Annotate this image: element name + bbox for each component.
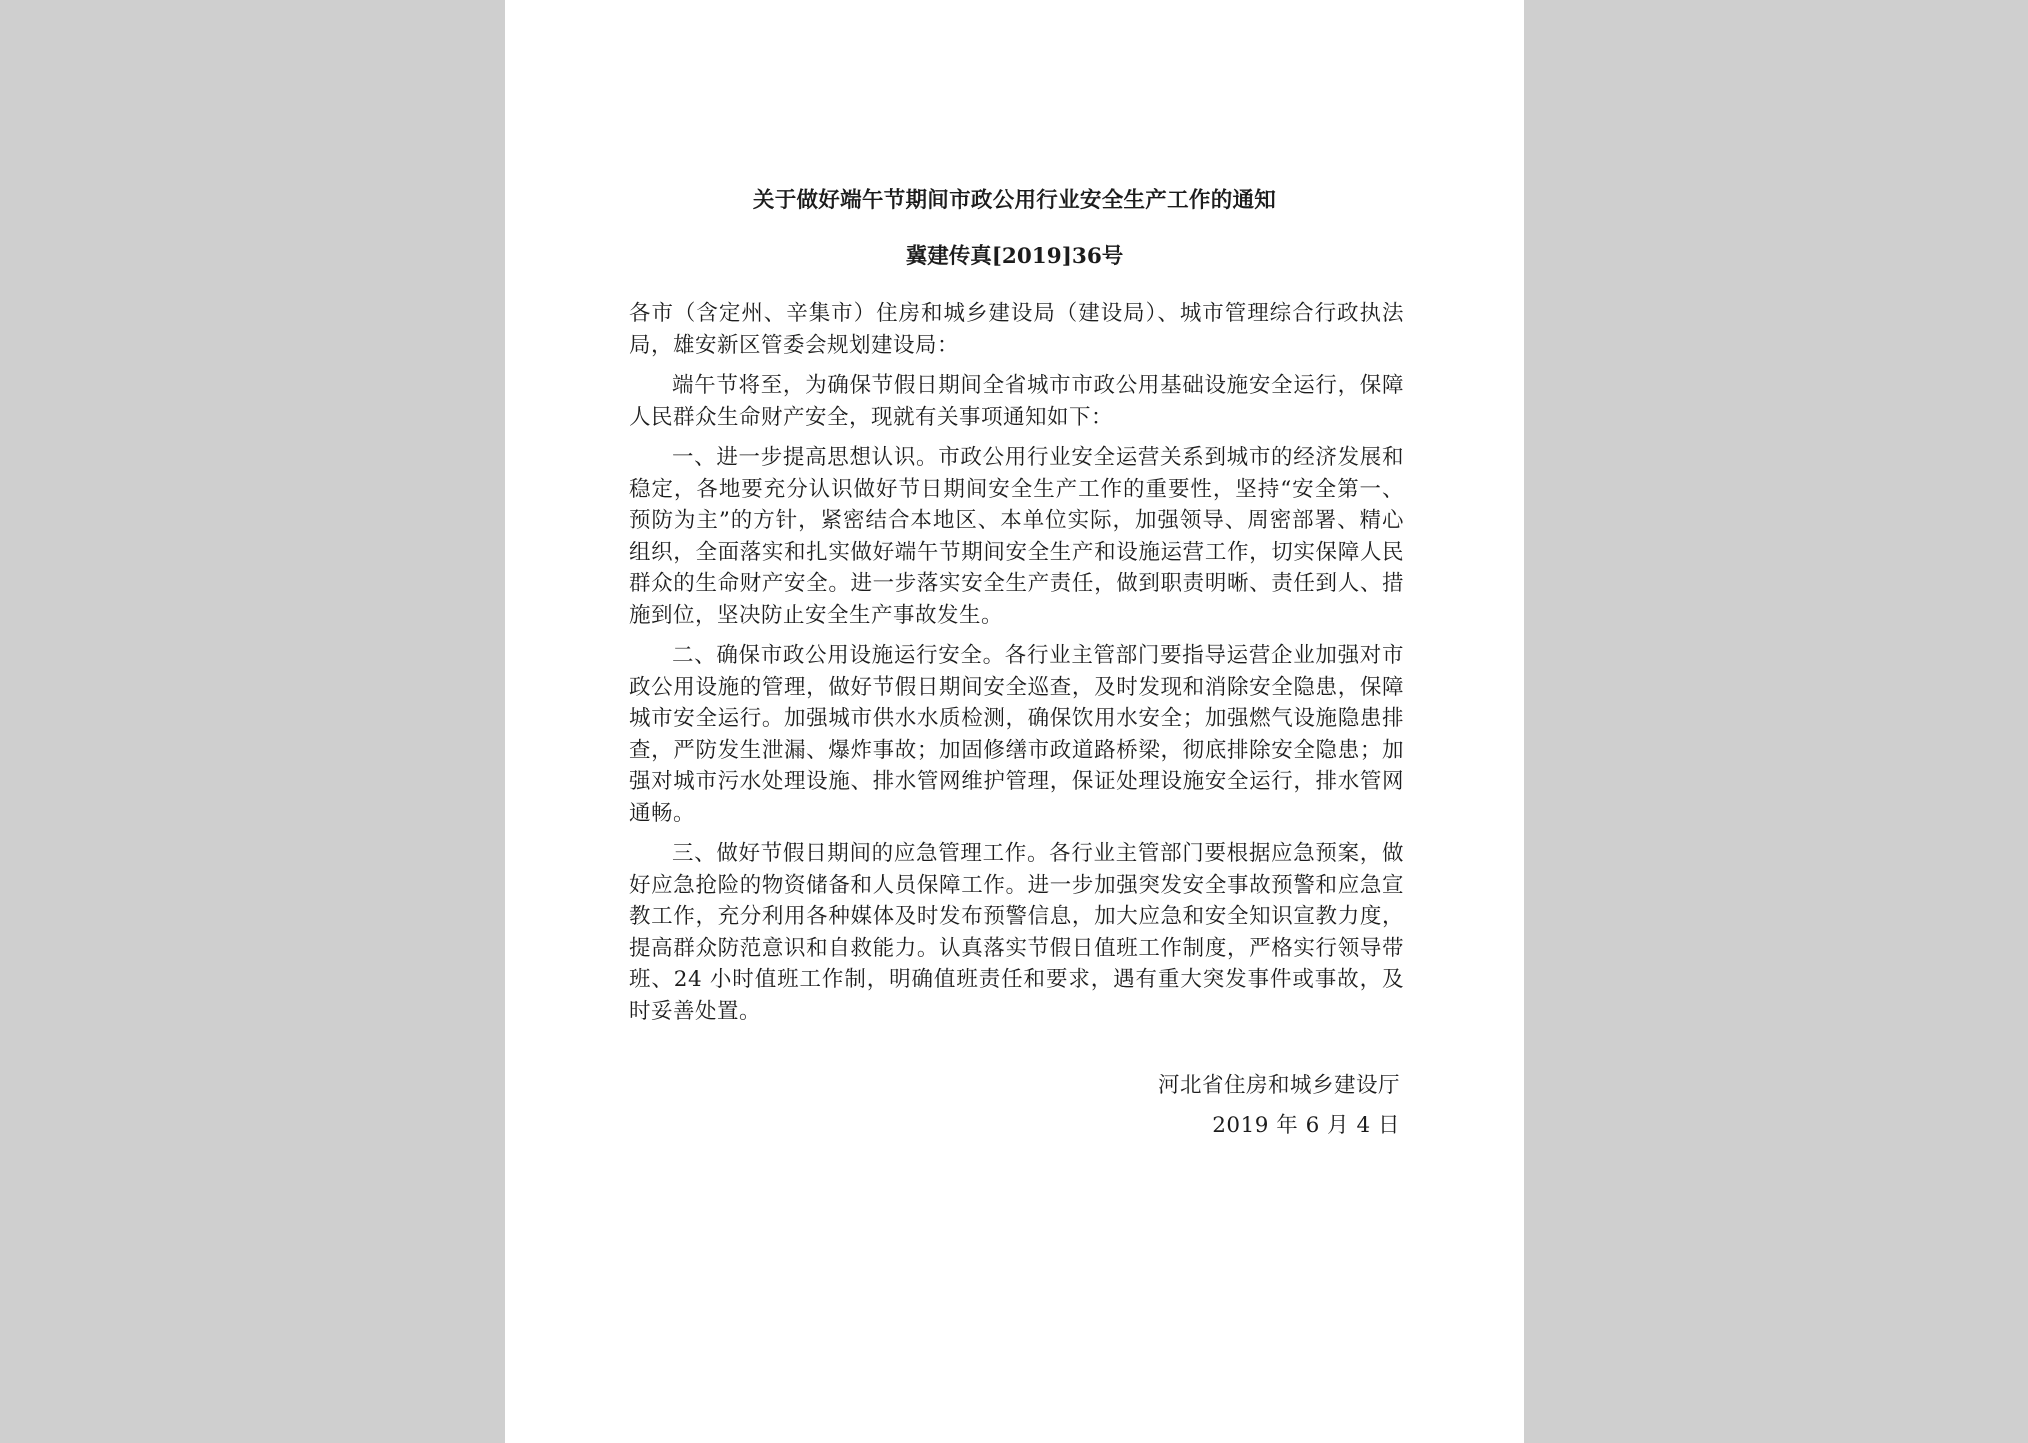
document-page	[505, 0, 1524, 1443]
addressee: 各市（含定州、辛集市）住房和城乡建设局（建设局）、城市管理综合行政执法局，雄安新区管委会规划建设局：	[629, 301, 1404, 358]
issue-date: 2019 年 6 月 4 日	[1212, 1113, 1400, 1138]
document-title: 关于做好端午节期间市政公用行业安全生产工作的通知	[752, 188, 1277, 213]
issuer-name: 河北省住房和城乡建设厅	[1157, 1073, 1400, 1098]
signature-block	[1158, 1066, 1400, 1146]
document-body	[629, 298, 1404, 1036]
paragraph-section-2: 二、确保市政公用设施运行安全。各行业主管部门要指导运营企业加强对市政公用设施的管理，做好节假日期间安全巡查，及时发现和消除安全隐患，保障城市安全运行。加强城市供水水质检测，确保饮用水安全；加强燃气设施隐患排查，严防发生泄漏、爆炸事故；加固修缮市政道路桥梁，彻底排除安全隐患；加强对城市污水处理设施、排水管网维护管理，保证处理设施安全运行，排水管网通畅。	[629, 643, 1404, 826]
paragraph-intro: 端午节将至，为确保节假日期间全省城市市政公用基础设施安全运行，保障人民群众生命财产安全，现就有关事项通知如下：	[629, 373, 1404, 430]
paragraph-section-3: 三、做好节假日期间的应急管理工作。各行业主管部门要根据应急预案，做好应急抢险的物资储备和人员保障工作。进一步加强突发安全事故预警和应急宣教工作，充分利用各种媒体及时发布预警信息，加大应急和安全知识宣教力度，提高群众防范意识和自救能力。认真落实节假日值班工作制度，严格实行领导带班、24 小时值班工作制，明确值班责任和要求，遇有重大突发事件或事故，及时妥善处置。	[629, 841, 1404, 1024]
paragraph-section-1: 一、进一步提高思想认识。市政公用行业安全运营关系到城市的经济发展和稳定，各地要充分认识做好节日期间安全生产工作的重要性，坚持“安全第一、预防为主”的方针，紧密结合本地区、本单位实际，加强领导、周密部署、精心组织，全面落实和扎实做好端午节期间安全生产和设施运营工作，切实保障人民群众的生命财产安全。进一步落实安全生产责任，做到职责明晰、责任到人、措施到位，坚决防止安全生产事故发生。	[629, 445, 1404, 628]
document-number: 冀建传真[2019]36号	[905, 244, 1124, 269]
